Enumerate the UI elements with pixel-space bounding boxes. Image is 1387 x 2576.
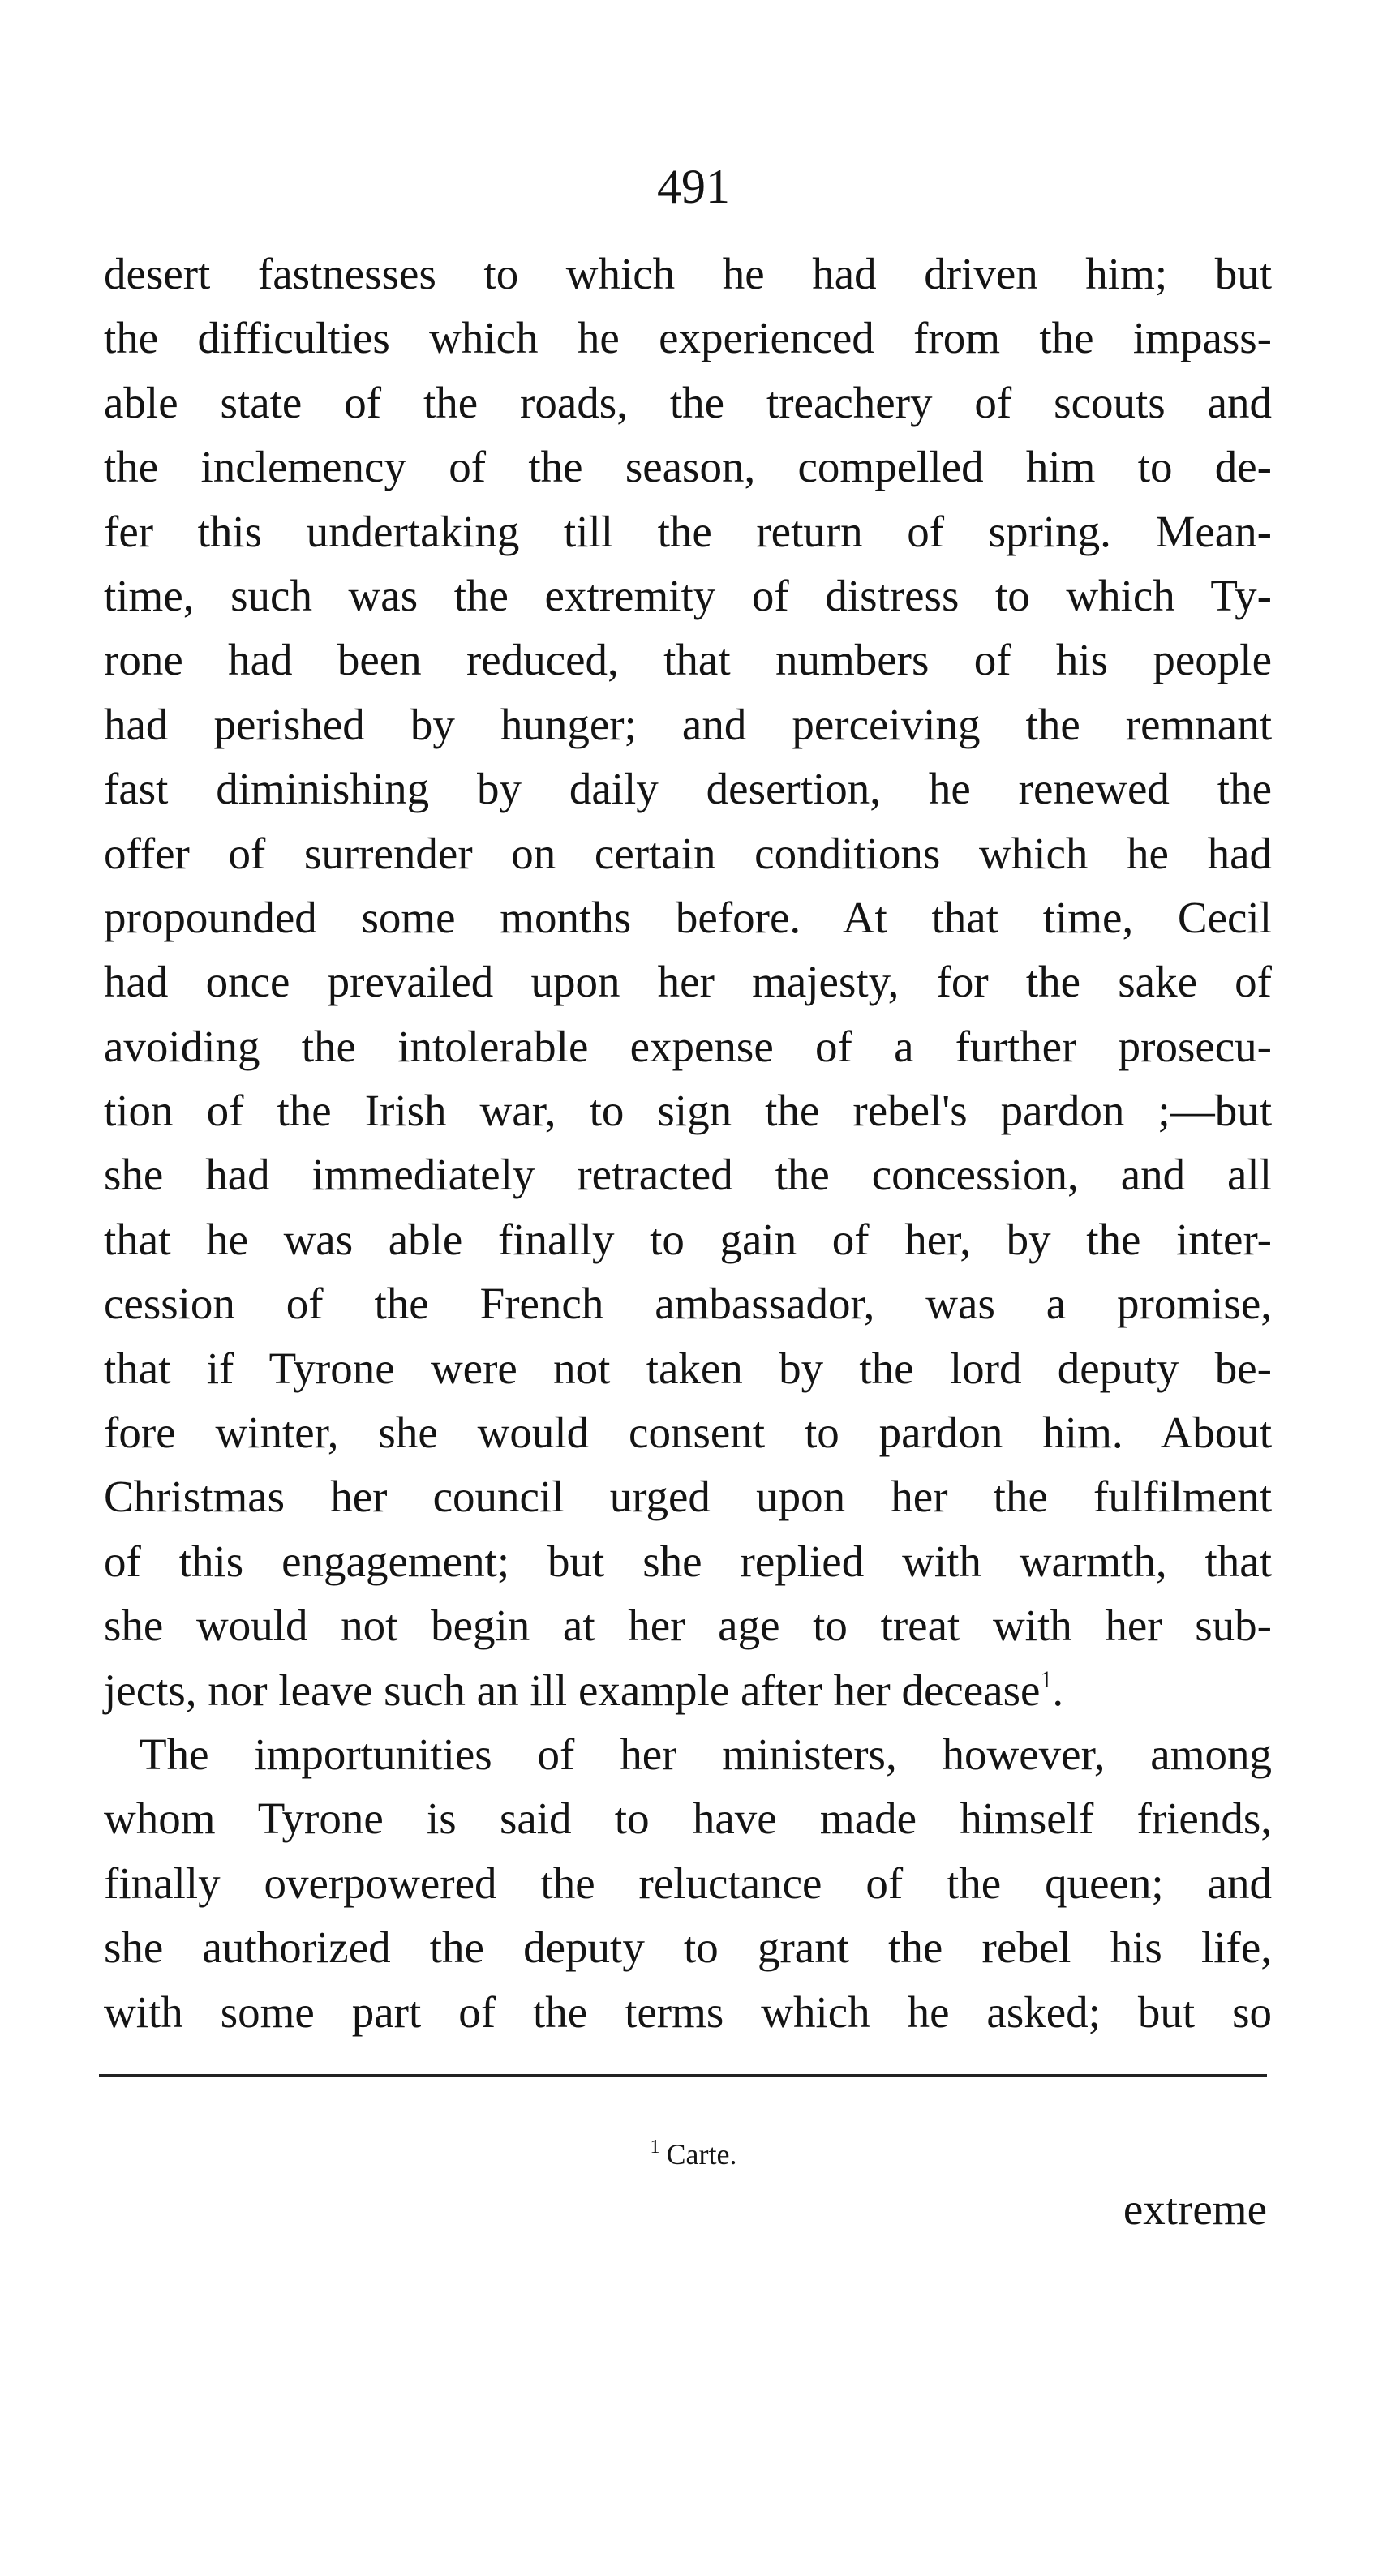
- text-line-24: The importunities of her ministers, however, among: [140, 1729, 1272, 1779]
- text-line-19: fore winter, she would consent to pardon him. About: [104, 1408, 1272, 1458]
- text-line-18: that if Tyrone were not taken by the lord deputy be-: [104, 1343, 1272, 1393]
- footnote-marker: 1: [650, 2137, 660, 2158]
- text-line-12: had once prevailed upon her majesty, for the sake of: [104, 957, 1272, 1007]
- text-line-5: fer this undertaking till the return of spring. Mean-: [104, 506, 1272, 556]
- text-line-21: of this engagement; but she replied with warmth, that: [104, 1536, 1272, 1586]
- text-line-28: with some part of the terms which he asked; but so: [104, 1987, 1272, 2037]
- text-line-20: Christmas her council urged upon her the fulfilment: [104, 1472, 1272, 1522]
- text-line-9: fast diminishing by daily desertion, he renewed the: [104, 764, 1272, 814]
- text-line-17: cession of the French ambassador, was a promise,: [104, 1279, 1272, 1329]
- text-line-14: tion of the Irish war, to sign the rebel's pardon ;—but: [104, 1086, 1272, 1136]
- page-number: 491: [657, 160, 730, 213]
- text-line-13: avoiding the intolerable expense of a further prosecu-: [104, 1021, 1272, 1071]
- text-line-6: time, such was the extremity of distress to which Ty-: [104, 570, 1272, 620]
- text-line-25: whom Tyrone is said to have made himself friends,: [104, 1794, 1272, 1844]
- body-text: [104, 242, 1272, 2044]
- text-line-4: the inclemency of the season, compelled him to de-: [104, 442, 1272, 492]
- text-line-23: jects, nor leave such an ill example after her decease$^1$.: [104, 1665, 1064, 1715]
- text-line-7: rone had been reduced, that numbers of his people: [104, 635, 1272, 685]
- text-line-10: offer of surrender on certain conditions which he had: [104, 828, 1272, 878]
- text-line-3: able state of the roads, the treachery of scouts and: [104, 377, 1272, 427]
- text-line-11: propounded some months before. At that time, Cecil: [104, 892, 1272, 942]
- text-line-27: she authorized the deputy to grant the rebel his life,: [104, 1922, 1272, 1973]
- text-line-26: finally overpowered the reluctance of the queen; and: [104, 1858, 1272, 1908]
- text-line-22: she would not begin at her age to treat with her sub-: [104, 1601, 1272, 1651]
- footnote: [0, 2134, 1387, 2175]
- text-line-15: she had immediately retracted the concession, and all: [104, 1150, 1272, 1200]
- text-line-16: that he was able finally to gain of her, by the inter-: [104, 1214, 1272, 1264]
- footnote-reference: 1: [1040, 1665, 1053, 1693]
- catchword: extreme: [1123, 2184, 1267, 2234]
- footnote-divider: [99, 2074, 1267, 2077]
- text-line-23-text: jects, nor leave such an ill example after her decease: [104, 1665, 1041, 1715]
- text-line-1: desert fastnesses to which he had driven him; but: [104, 249, 1272, 298]
- text-line-2: the difficulties which he experienced from the impass-: [104, 313, 1272, 363]
- footnote-text: Carte.: [666, 2138, 737, 2171]
- text-line-8: had perished by hunger; and perceiving the remnant: [104, 699, 1272, 749]
